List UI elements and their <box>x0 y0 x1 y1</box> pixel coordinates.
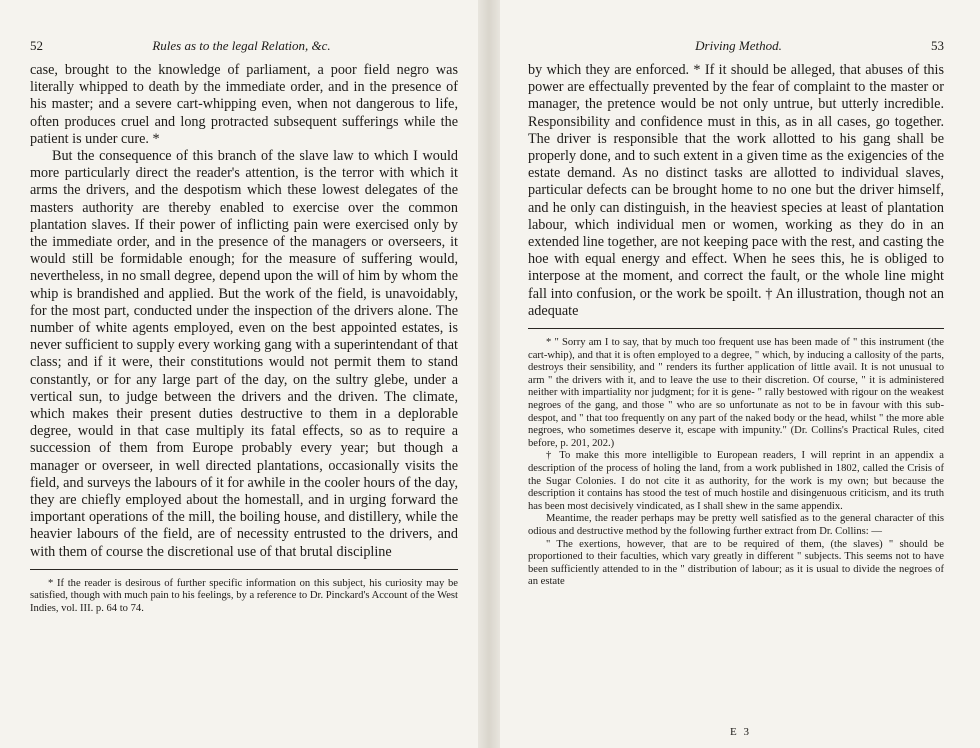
footnote: Meantime, the reader perhaps may be pretty well satisfied as to the general character of this odious and destructive method by the following further extract from Dr. Collins: — <box>528 513 944 537</box>
left-page-number: 52 <box>30 38 43 53</box>
left-header <box>30 38 458 54</box>
body-paragraph: But the consequence of this branch of the slave law to which I would more particularly direct the reader's attention, is the terror with which it arms the drivers, and the despotism which these lowest delegates of the masters authority are thereby enabled to exercise over the common plantation slaves. If their power of inflicting pain were exercised only by the immediate order, and in the presence of the managers or overseers, it would still be formidable enough; for the measure of suffering would, nevertheless, in no small degree, depend upon the will of him by whom the whip is brandished and applied. But the work of the field, is unavoidably, for the most part, conducted under the inspection of the drivers alone. The number of white agents employed, even on the best appointed estates, is never sufficient to supply every working gang with a superintendant of that class; and if it were, their constitutions would not permit them to stand constantly, or for any large part of the day, on the sultry glebe, under a vertical sun, to judge between the drivers and the driven. The climate, which makes their present duties destructive to them in a deplorable degree, would in that case multiply its fatal effects, so as to require a succession of them from Europe probably every year; but though a manager or overseer, in well directed plantations, occasionally visits the field, and surveys the labours of it for awhile in the cooler hours of the day, they are chiefly employed about the homestall, and in urging forward the important operations of the mill, the boiling house, and distillery, while the heavier labours of the field, are of necessity entrusted to the drivers, and with them of course the discretional use of that brutal discipline <box>30 148 458 560</box>
footnote-quotation: " The exertions, however, that are to be required of them, (the slaves) " should be proportioned to their faculties, which vary greatly in different " subjects. This seems not to have been sufficiently attended to in the " distribution of labour; as it is usual to divide the negroes of an estate <box>528 538 944 588</box>
footnote: † To make this more intelligible to European readers, I will reprint in an appendix a description of the process of holing the land, from a work published in 1802, called the Crisis of the Sugar Colonies. I do not cite it as authority, for the work is my own; but because the description it contains has stood the test of much hostile and disingenuous criticism, and its truth has been most decisively vindicated, as I shall shew in the same appendix. <box>528 450 944 512</box>
footnote: * If the reader is desirous of further specific information on this subject, his curiosity may be satisfied, though with much pain to his feelings, by a reference to Dr. Pinckard's Account of the West Indies, vol. III. p. 64 to 74. <box>30 577 458 615</box>
right-page-number: 53 <box>931 38 944 53</box>
body-paragraph: case, brought to the knowledge of parliament, a poor field negro was literally whipped to death by the immediate order, and in the presence of his master; and a severe cart-whipping even, when not dangerous to life, often produces cruel and long protracted subsequent sufferings while the patient is under cure. * <box>30 62 458 147</box>
right-footnotes <box>528 337 944 589</box>
body-paragraph: by which they are enforced. * If it should be alleged, that abuses of this power are effectually prevented by the fear of complaint to the master or manager, the pretence would be not only untrue, but utterly incredible. Responsibility and confidence must in this, as in all cases, go together. The driver is responsible that the work allotted to his gang shall be properly done, and to such extent in a given time as the exigencies of the estate demand. As no distinct tasks are allotted to individual slaves, particular defects can be brought home to no one but the driver himself, and he only can distinguish, in the heaviest species at least of plantation labour, which individual men or women, working as they do in an extended line together, are not keeping pace with the rest, and casting the hoe with equal energy and effect. When he sees this, he is obliged to interpose at the moment, and correct the fault, or the whole line might fall into confusion, or the work be spoilt. † An illustration, though not an adequate <box>528 62 944 319</box>
right-body-text <box>528 62 944 320</box>
signature-mark: E 3 <box>730 726 751 738</box>
right-running-title: Driving Method. <box>695 38 782 53</box>
left-body-text <box>30 62 458 561</box>
footnote: * " Sorry am I to say, that by much too frequent use has been made of " this instrument (the cart-whip), and that it is often employed to a degree, " which, by inducing a callosity of the parts, destroys their sensibility, and " renders its further application of little avail. It is not unusual to arm " the drivers with it, and to leave the use to their discretion. Of course, " it is administered neither with impartiality nor judgment; for it is gene- " rally bestowed with rigour on the weakest negroes of the gang, and those " who are so unfortunate as not to be in favour with this sub-despot, and " that too frequently on any part of the naked body or the head, whilst " the more able negroes, who sometimes deserve it, escape with impunity." (Dr. Collins's Practical Rules, cited before, p. 201, 202.) <box>528 337 944 449</box>
right-header <box>528 38 944 54</box>
left-page <box>0 0 478 748</box>
right-page <box>500 0 980 748</box>
footnote-rule <box>30 569 458 570</box>
left-footnotes <box>30 578 458 616</box>
footnote-rule <box>528 328 944 329</box>
book-gutter <box>478 0 500 748</box>
left-running-title: Rules as to the legal Relation, &c. <box>152 38 331 53</box>
